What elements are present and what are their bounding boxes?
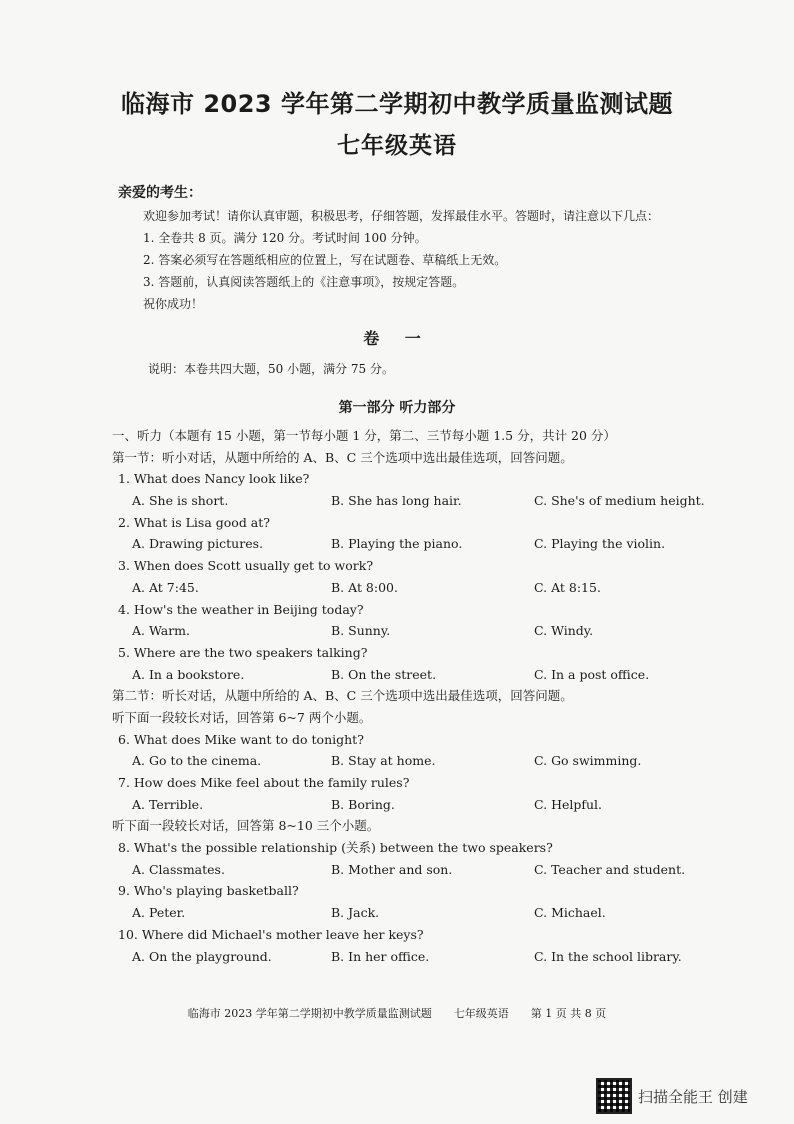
qr-code-icon bbox=[596, 1078, 632, 1114]
question-7-options bbox=[112, 794, 712, 816]
question-10: 10. Where did Michael's mother leave her keys? bbox=[118, 926, 424, 942]
option-c: C. In the school library. bbox=[534, 948, 682, 964]
question-5: 5. Where are the two speakers talking? bbox=[118, 644, 368, 660]
instruction-line: 2. 答案必须写在答题纸相应的位置上，写在试题卷、草稿纸上无效。 bbox=[143, 253, 507, 267]
option-a: A. Drawing pictures. bbox=[132, 536, 263, 552]
part-title: 第一部分 听力部分 bbox=[338, 400, 456, 416]
volume-title: 卷 一 bbox=[363, 329, 431, 348]
option-b: B. She has long hair. bbox=[331, 493, 462, 509]
instruction-line: 祝你成功！ bbox=[143, 297, 204, 311]
option-c: C. Michael. bbox=[534, 905, 606, 921]
dialog-1-instructions: 听下面一段较长对话，回答第 6~7 两个小题。 bbox=[112, 709, 372, 725]
option-b: B. Boring. bbox=[331, 796, 395, 812]
question-1-options bbox=[112, 490, 712, 512]
option-b: B. In her office. bbox=[331, 948, 430, 964]
option-b: B. Sunny. bbox=[331, 623, 391, 639]
dialog-2-instructions: 听下面一段较长对话，回答第 8~10 三个小题。 bbox=[112, 818, 380, 834]
question-8: 8. What's the possible relationship (关系) between the two speakers? bbox=[118, 840, 553, 856]
option-a: A. Warm. bbox=[132, 623, 190, 639]
question-2-options bbox=[112, 533, 712, 555]
question-6: 6. What does Mike want to do tonight? bbox=[118, 731, 364, 747]
question-9: 9. Who's playing basketball? bbox=[118, 883, 299, 899]
instructions bbox=[143, 205, 659, 315]
option-c: C. She's of medium height. bbox=[534, 493, 705, 509]
option-c: C. In a post office. bbox=[534, 666, 650, 682]
option-a: A. Peter. bbox=[132, 905, 186, 921]
option-b: B. Stay at home. bbox=[331, 753, 436, 769]
option-b: B. Mother and son. bbox=[331, 861, 453, 877]
question-10-options bbox=[112, 946, 712, 968]
question-6-options bbox=[112, 750, 712, 772]
option-c: C. At 8:15. bbox=[534, 579, 601, 595]
option-a: A. Classmates. bbox=[132, 861, 225, 877]
section-heading: 一、听力（本题有 15 小题，第一节每小题 1 分，第二、三节每小题 1.5 分，共计 20 分） bbox=[112, 428, 616, 443]
instruction-line: 欢迎参加考试！请你认真审题，积极思考，仔细答题，发挥最佳水平。答题时，请注意以下几点： bbox=[143, 209, 660, 223]
option-a: A. At 7:45. bbox=[132, 579, 199, 595]
exam-subtitle: 七年级英语 bbox=[337, 133, 457, 159]
option-a: A. On the playground. bbox=[132, 948, 272, 964]
question-3-options bbox=[112, 577, 712, 599]
option-c: C. Teacher and student. bbox=[534, 861, 686, 877]
question-5-options bbox=[112, 664, 712, 686]
option-c: C. Playing the violin. bbox=[534, 536, 666, 552]
question-8-options bbox=[112, 859, 712, 881]
question-1: 1. What does Nancy look like? bbox=[118, 471, 310, 487]
option-c: C. Helpful. bbox=[534, 796, 603, 812]
option-a: A. She is short. bbox=[132, 493, 229, 509]
option-a: A. Terrible. bbox=[132, 796, 204, 812]
volume-explanation: 说明：本卷共四大题，50 小题，满分 75 分。 bbox=[148, 362, 394, 376]
option-a: A. Go to the cinema. bbox=[132, 753, 262, 769]
instruction-line: 3. 答题前，认真阅读答题纸上的《注意事项》，按规定答题。 bbox=[143, 275, 465, 289]
instruction-line: 1. 全卷共 8 页。满分 120 分。考试时间 100 分钟。 bbox=[143, 231, 427, 245]
option-b: B. Playing the piano. bbox=[331, 536, 463, 552]
scanner-watermark bbox=[596, 1078, 748, 1114]
page-footer: 临海市 2023 学年第二学期初中教学质量监测试题 七年级英语 第 1 页 共 8 页 bbox=[187, 1007, 607, 1020]
question-4-options bbox=[112, 620, 712, 642]
section-2-instructions: 第二节：听长对话，从题中所给的 A、B、C 三个选项中选出最佳选项，回答问题。 bbox=[112, 688, 573, 704]
option-a: A. In a bookstore. bbox=[132, 666, 245, 682]
option-b: B. At 8:00. bbox=[331, 579, 398, 595]
option-b: B. On the street. bbox=[331, 666, 437, 682]
question-2: 2. What is Lisa good at? bbox=[118, 514, 270, 530]
listening-section bbox=[112, 425, 712, 967]
greeting: 亲爱的考生： bbox=[118, 185, 202, 201]
option-c: C. Windy. bbox=[534, 623, 594, 639]
question-7: 7. How does Mike feel about the family rules? bbox=[118, 775, 410, 790]
question-4: 4. How's the weather in Beijing today? bbox=[118, 601, 364, 617]
scanner-label: 扫描全能王 创建 bbox=[638, 1087, 748, 1106]
section-1-instructions: 第一节：听小对话，从题中所给的 A、B、C 三个选项中选出最佳选项，回答问题。 bbox=[112, 449, 573, 465]
option-b: B. Jack. bbox=[331, 905, 380, 921]
exam-title: 临海市 2023 学年第二学期初中教学质量监测试题 bbox=[120, 90, 673, 118]
question-3: 3. When does Scott usually get to work? bbox=[118, 558, 374, 574]
question-9-options bbox=[112, 902, 712, 924]
option-c: C. Go swimming. bbox=[534, 753, 642, 769]
